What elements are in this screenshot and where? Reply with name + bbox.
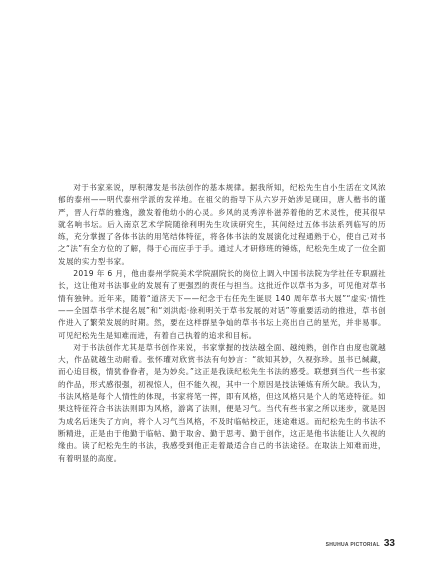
page-number: 33	[383, 538, 395, 549]
article-paragraph-1: 对于书家来说，厚积薄发是书法创作的基本规律。据我所知，纪松先生自小生活在文风浓郁的泰州——明代泰州学派的发祥地。在祖父的指导下从六岁开始涉足砚田，唐人楷书的谨严，晋人行草的雅逸，激发着他幼小的心灵。乡风的灵秀淳朴滋养着他的艺术灵性，使其很早就名响书坛。后入南京艺术学院随徐利明先生攻读研究生，其间经过五体书法系列临写的历练，充分掌握了各体书法的用笔结体特征，将各体书法的发展演化过程通熟于心，使自己对书之“法”有全方位的了解，得于心而应手于手。通过人才研修班的锤炼，纪松先生成了一位全面发展的实力型书家。	[58, 183, 386, 266]
article-body	[58, 182, 386, 465]
article-paragraph-3: 对于书法创作尤其是草书创作来说，书家掌握的技法越全面、越纯熟，创作自由度也就越大，作品就越生动耐看。张怀瓘对欣赏书法有句妙言：“欲知其妙，久视弥珍。虽书已缄藏，而心追目极，情犹眷眷者，是为妙矣。”这正是我读纪松先生书法的感受。联想到当代一些书家的作品，形式感很强，初视惊人，但不能久视，其中一个原因是技法锤炼有所欠缺。我认为，书法风格是每个人情性的体现，书家将笔一挥，即有风格，但这风格只是个人的笔迹特征。如果这特征符合书法法则即为风格，游离了法则，便是习气。当代有些书家之所以迷步，就是因为成名后迷失了方向，将个人习气当风格，不及时临帖校正，迷途难返。而纪松先生的书法不断精进，正是由于他勤于临帖、勤于取舍、勤于思考、勤于创作，这正是他书法能让人久视的缘由。读了纪松先生的书法，我感受到他正走着最适合自己的书法途径。在取法上知难而进，有着明显的高度。	[58, 342, 386, 463]
article-paragraph-2: 2019 年 6 月，他由泰州学院美术学院副院长的岗位上调入中国书法院为学社任专职副社长，这让他对书法事业的发展有了更强烈的责任与担当。这批近作以草书为多，可见他对草书情有独钟。近年来，随着“道济天下——纪念于右任先生诞辰 140 周年草书大展”“虚实·情性——全国草书学术提名展”和“刘洪彪·徐利明关于草书发展的对话”等重要活动的推进，草书创作进入了繁荣发展的时期。然，要在这样群星争灿的草书书坛上亮出自己的星光，并非易事。可见纪松先生是知难而进，有着自己执着的追求和目标。	[58, 269, 386, 340]
magazine-name: SHUHUA PICTORIAL	[325, 542, 380, 548]
page-footer	[326, 538, 395, 549]
